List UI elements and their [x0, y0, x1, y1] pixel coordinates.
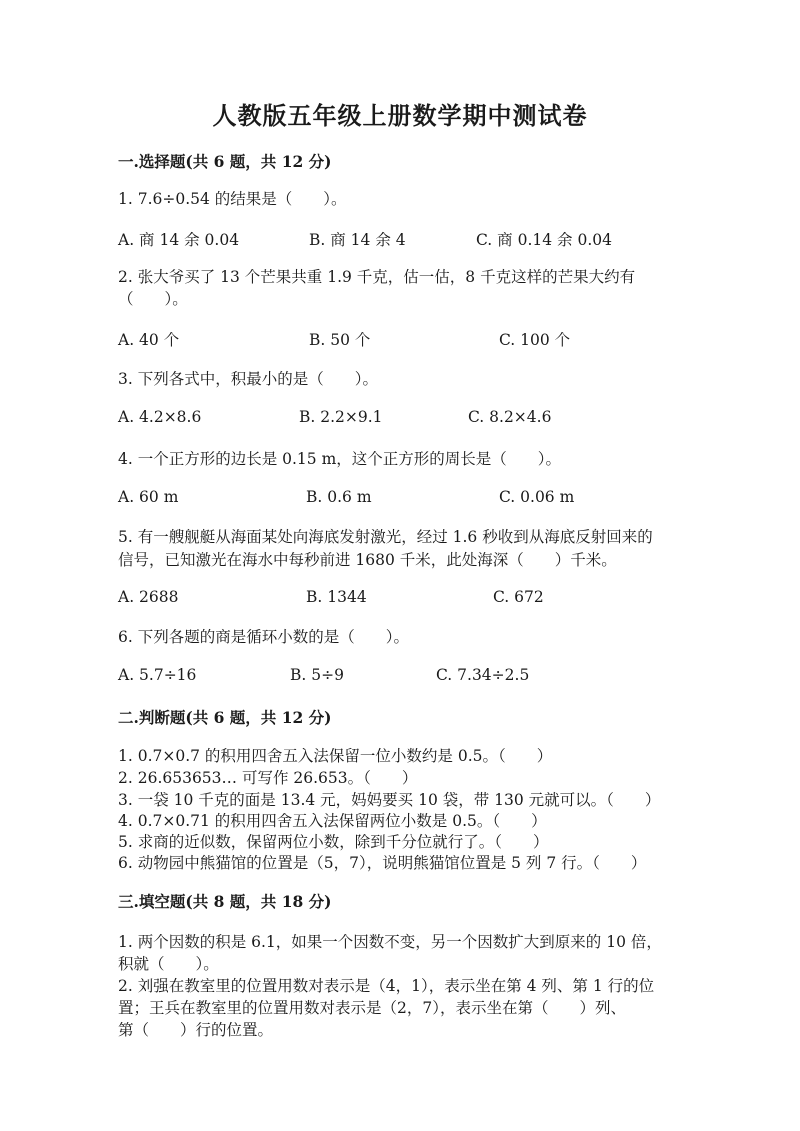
option-c: C. 8.2×4.6 — [468, 408, 552, 426]
option-a: A. 2688 — [118, 588, 179, 606]
option-b: B. 50 个 — [309, 331, 371, 349]
judge-item-5: 5. 求商的近似数，保留两位小数，除到千分位就行了。（ ） — [118, 833, 549, 851]
option-c: C. 商 0.14 余 0.04 — [476, 231, 612, 249]
question-5-line-2: 信号，已知激光在海水中每秒前进 1680 千米，此处海深（ ）千米。 — [118, 551, 617, 569]
judge-item-2: 2. 26.653653… 可写作 26.653。（ ） — [118, 769, 418, 787]
option-c: C. 100 个 — [499, 331, 571, 349]
option-b: B. 5÷9 — [290, 666, 344, 684]
judge-item-4: 4. 0.7×0.71 的积用四舍五入法保留两位小数是 0.5。（ ） — [118, 812, 547, 830]
option-b: B. 0.6 m — [306, 488, 372, 506]
question-5-line-1: 5. 有一艘舰艇从海面某处向海底发射激光，经过 1.6 秒收到从海底反射回来的 — [118, 528, 653, 546]
option-a: A. 5.7÷16 — [118, 666, 197, 684]
judge-item-3: 3. 一袋 10 千克的面是 13.4 元，妈妈要买 10 袋，带 130 元就可以。（ ） — [118, 791, 661, 809]
question-1: 1. 7.6÷0.54 的结果是（ ）。 — [118, 190, 347, 208]
question-2-line-1: 2. 张大爷买了 13 个芒果共重 1.9 千克，估一估，8 千克这样的芒果大约有 — [118, 268, 636, 286]
question-3: 3. 下列各式中，积最小的是（ ）。 — [118, 370, 378, 388]
question-2-line-2: （ ）。 — [118, 290, 188, 308]
option-b: B. 1344 — [306, 588, 367, 606]
option-a: A. 60 m — [118, 488, 179, 506]
option-b: B. 2.2×9.1 — [299, 408, 383, 426]
option-c: C. 0.06 m — [499, 488, 575, 506]
option-c: C. 672 — [493, 588, 544, 606]
judge-item-6: 6. 动物园中熊猫馆的位置是（5，7），说明熊猫馆位置是 5 列 7 行。（ ） — [118, 854, 647, 872]
section-title-judge: 二.判断题(共 6 题，共 12 分) — [118, 708, 332, 727]
question-4: 4. 一个正方形的边长是 0.15 m，这个正方形的周长是（ ）。 — [118, 450, 562, 468]
question-6: 6. 下列各题的商是循环小数的是（ ）。 — [118, 628, 409, 646]
fill-line-5: 第（ ）行的位置。 — [118, 1021, 274, 1039]
section-title-fill: 三.填空题(共 8 题，共 18 分) — [118, 892, 332, 911]
option-a: A. 商 14 余 0.04 — [118, 231, 240, 249]
fill-line-3: 2. 刘强在教室里的位置用数对表示是（4，1），表示坐在第 4 列、第 1 行的位 — [118, 977, 655, 995]
page-title: 人教版五年级上册数学期中测试卷 — [212, 101, 588, 130]
option-a: A. 4.2×8.6 — [118, 408, 202, 426]
option-c: C. 7.34÷2.5 — [436, 666, 530, 684]
option-a: A. 40 个 — [118, 331, 180, 349]
fill-line-4: 置；王兵在教室里的位置用数对表示是（2，7），表示坐在第（ ）列、 — [118, 999, 626, 1017]
option-b: B. 商 14 余 4 — [309, 231, 406, 249]
fill-line-2: 积就（ ）。 — [118, 955, 219, 973]
fill-line-1: 1. 两个因数的积是 6.1，如果一个因数不变，另一个因数扩大到原来的 10 倍， — [118, 933, 662, 951]
judge-item-1: 1. 0.7×0.7 的积用四舍五入法保留一位小数约是 0.5。（ ） — [118, 747, 553, 765]
section-title-choice: 一.选择题(共 6 题，共 12 分) — [118, 152, 332, 171]
